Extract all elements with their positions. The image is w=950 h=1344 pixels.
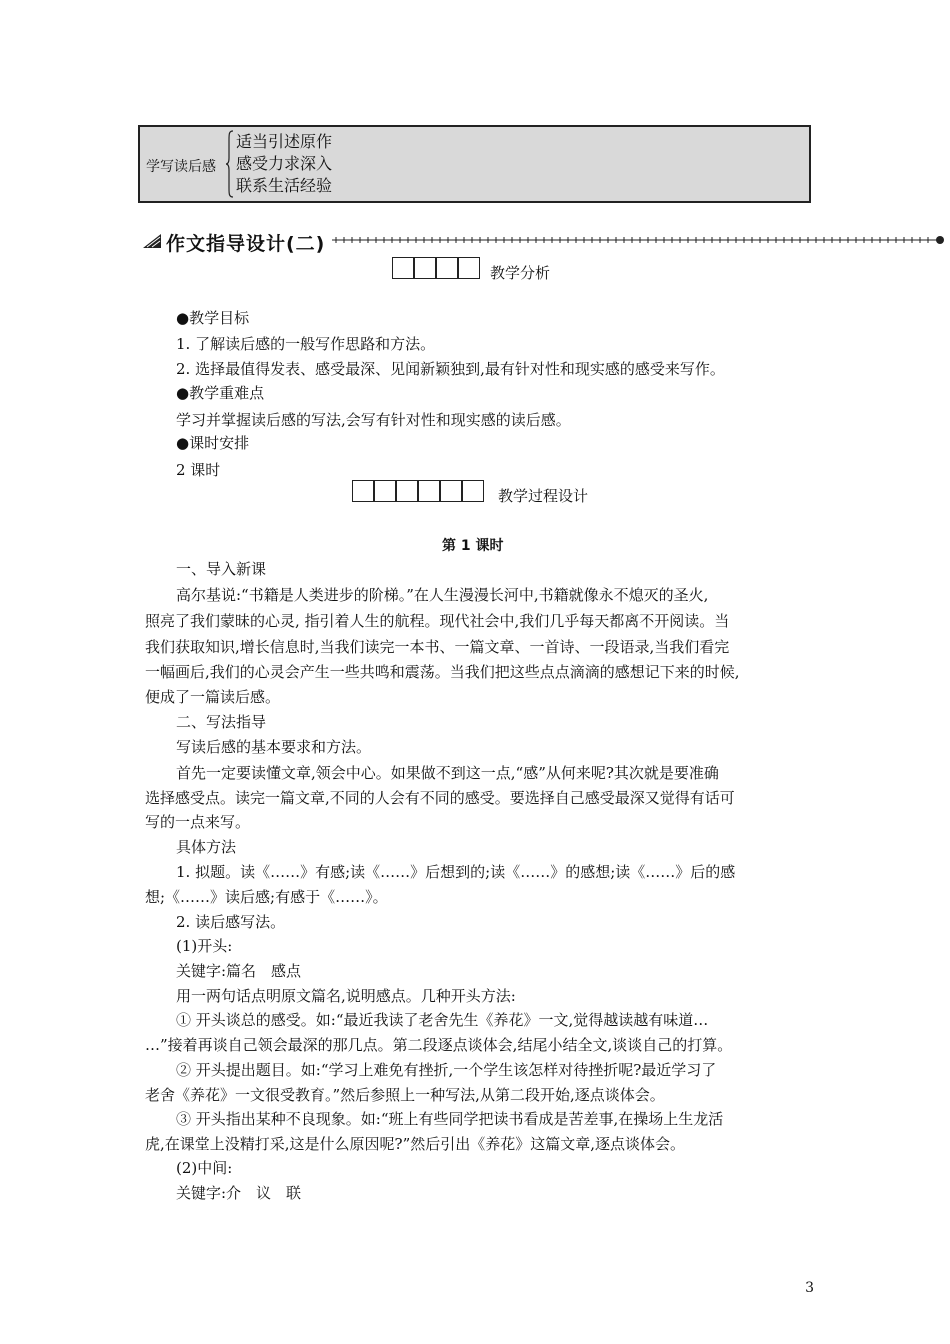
body-line: ② 开头提出题目。如:“学习上难免有挫折,一个学生该怎样对待挫折呢?最近学习了 <box>176 1061 717 1079</box>
goal-item: 1. 了解读后感的一般写作思路和方法。 <box>176 335 436 353</box>
analysis-title: 教学分析 <box>490 264 551 282</box>
key-title: ●教学重难点 <box>176 384 265 402</box>
body-line: 1. 拟题。读《……》有感;读《……》后想到的;读《……》的感想;读《……》后的感 <box>176 863 736 881</box>
schedule-text: 2 课时 <box>176 461 221 479</box>
brace-icon <box>226 130 234 198</box>
section-heading: 作文指导设计(二) <box>166 233 326 255</box>
schedule-title: ●课时安排 <box>176 434 250 452</box>
box-mark <box>440 480 462 502</box>
body-line: 关键字:篇名 感点 <box>176 962 302 980</box>
box-mark <box>374 480 396 502</box>
body-line: 一幅画后,我们的心灵会产生一些共鸣和震荡。当我们把这些点点滴滴的感想记下来的时候, <box>145 663 740 681</box>
goal-item: 2. 选择最值得发表、感受最深、见闻新颖独到,最有针对性和现实感的感受来写作。 <box>176 360 725 378</box>
box-mark <box>392 257 414 279</box>
body-line: 老舍《养花》一文很受教育。”然后参照上一种写法,从第二段开始,逐点谈体会。 <box>145 1086 665 1104</box>
goal-title: ●教学目标 <box>176 309 250 327</box>
body-line: 用一两句话点明原文篇名,说明感点。几种开头方法: <box>176 987 516 1005</box>
summary-label: 学写读后感 <box>146 159 216 175</box>
key-text: 学习并掌握读后感的写法,会写有针对性和现实感的读后感。 <box>176 411 571 429</box>
body-line: ① 开头谈总的感受。如:“最近我读了老舍先生《养花》一文,觉得越读越有味道… <box>176 1011 709 1029</box>
body-line: 关键字:介 议 联 <box>176 1184 302 1202</box>
body-line: 便成了一篇读后感。 <box>145 688 281 706</box>
body-line: (1)开头: <box>176 937 233 955</box>
body-line: 首先一定要读懂文章,领会中心。如果做不到这一点,“感”从何来呢?其次就是要准确 <box>176 764 719 782</box>
summary-box <box>138 125 811 203</box>
process-title: 教学过程设计 <box>498 487 589 505</box>
body-line: …”接着再谈自己领会最深的那几点。第二段逐点谈体会,结尾小结全文,谈谈自己的打算。 <box>145 1036 733 1054</box>
body-line: 一、导入新课 <box>176 560 267 578</box>
body-line: ③ 开头指出某种不良现象。如:“班上有些同学把读书看成是苦差事,在操场上生龙活 <box>176 1110 724 1128</box>
heading-dotted-rule <box>332 233 946 247</box>
body-line: 高尔基说:“书籍是人类进步的阶梯。”在人生漫漫长河中,书籍就像永不熄灭的圣火, <box>176 586 709 604</box>
summary-items <box>236 131 332 197</box>
body-line: 照亮了我们蒙昧的心灵, 指引着人生的航程。现代社会中,我们几乎每天都离不开阅读。当 <box>145 612 730 630</box>
summary-item: 适当引述原作 <box>236 132 333 151</box>
body-line: 想;《……》读后感;有感于《……》。 <box>145 888 388 906</box>
box-mark <box>414 257 436 279</box>
summary-item: 联系生活经验 <box>236 176 333 195</box>
box-mark <box>436 257 458 279</box>
body-line: 2. 读后感写法。 <box>176 913 286 931</box>
body-line: 二、写法指导 <box>176 713 267 731</box>
box-mark <box>396 480 418 502</box>
box-mark <box>458 257 480 279</box>
body-line: 写读后感的基本要求和方法。 <box>176 738 372 756</box>
page-number: 3 <box>805 1280 814 1296</box>
heading-triangle-icon <box>143 233 163 249</box>
box-mark <box>352 480 374 502</box>
process-boxes <box>352 480 484 502</box>
box-mark <box>462 480 484 502</box>
analysis-boxes <box>392 257 480 279</box>
summary-item: 感受力求深入 <box>236 154 333 173</box>
lesson-title: 第 1 课时 <box>442 538 504 554</box>
body-line: 虎,在课堂上没精打采,这是什么原因呢?”然后引出《养花》这篇文章,逐点谈体会。 <box>145 1135 686 1153</box>
body-line: 写的一点来写。 <box>145 813 251 831</box>
box-mark <box>418 480 440 502</box>
body-line: 具体方法 <box>176 838 237 856</box>
body-line: 选择感受点。读完一篇文章,不同的人会有不同的感受。要选择自己感受最深又觉得有话可 <box>145 789 735 807</box>
body-line: (2)中间: <box>176 1159 233 1177</box>
body-line: 我们获取知识,增长信息时,当我们读完一本书、一篇文章、一首诗、一段语录,当我们看完 <box>145 638 730 656</box>
